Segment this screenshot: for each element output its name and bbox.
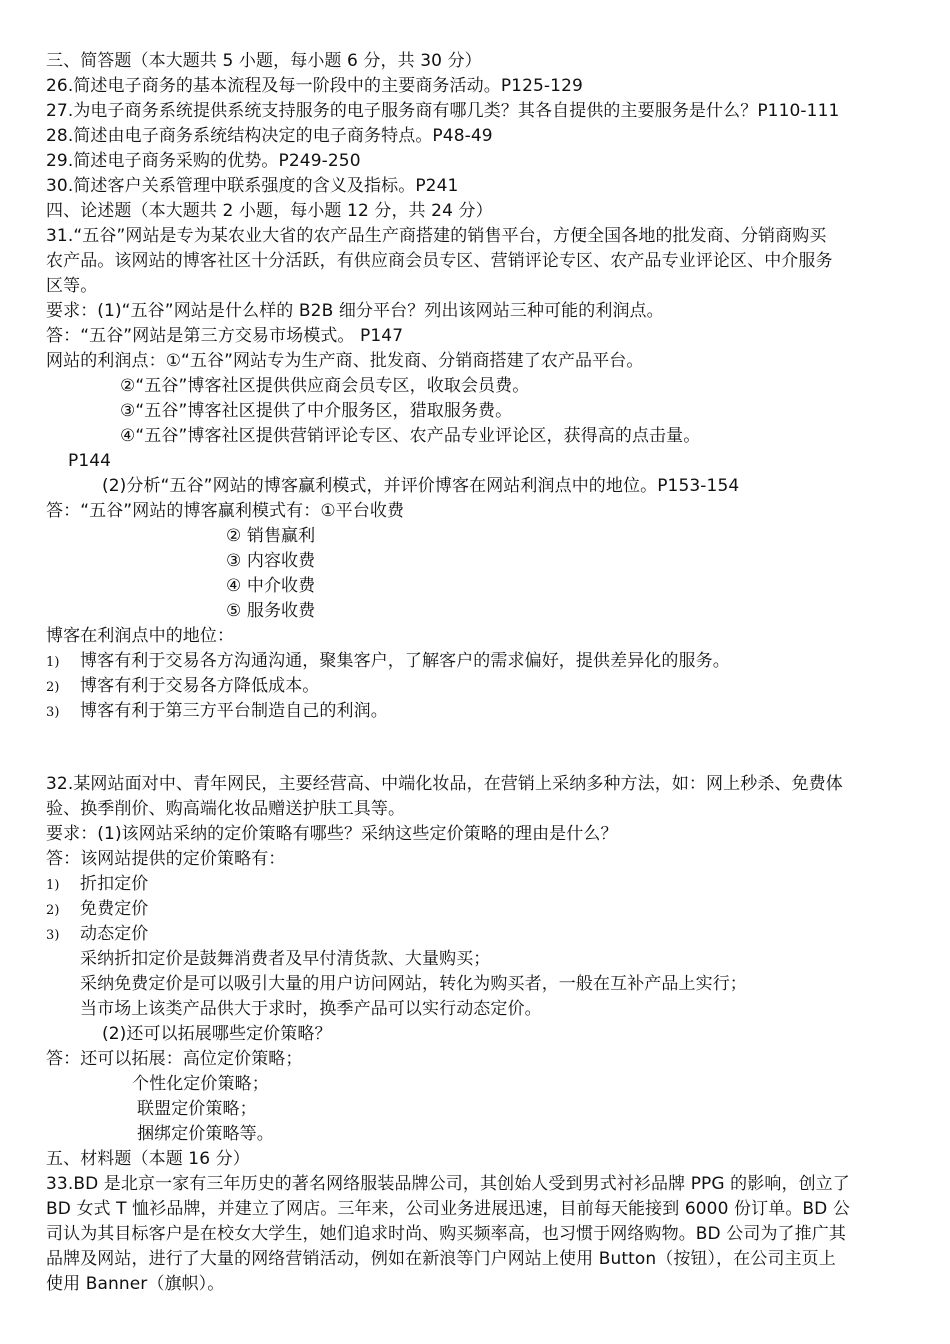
list-number: 2) (46, 680, 60, 695)
doc-line: ② 销售赢利 (226, 526, 316, 546)
doc-line: ③“五谷”博客社区提供了中介服务区，猎取服务费。 (120, 401, 513, 421)
list-number: 2) (46, 903, 60, 918)
doc-line: 答：还可以拓展：高位定价策略； (46, 1049, 303, 1069)
list-text: 博客有利于交易各方沟通沟通，聚集客户，了解客户的需求偏好，提供差异化的服务。 (80, 651, 730, 671)
doc-line: ④“五谷”博客社区提供营销评论专区、农产品专业评论区，获得高的点击量。 (120, 426, 701, 446)
doc-line: 五、材料题（本题 16 分） (46, 1149, 250, 1169)
doc-line: 联盟定价策略； (137, 1099, 257, 1119)
doc-line: 答：该网站提供的定价策略有： (46, 849, 286, 869)
doc-line: 区等。 (46, 276, 98, 296)
doc-line: 要求：(1)“五谷”网站是什么样的 B2B 细分平台？列出该网站三种可能的利润点。 (46, 301, 664, 321)
doc-line: 31.“五谷”网站是专为某农业大省的农产品生产商搭建的销售平台，方便全国各地的批发商、分销商购买 (46, 226, 827, 246)
doc-line: 个性化定价策略； (132, 1074, 269, 1094)
doc-line: (2)分析“五谷”网站的博客赢利模式，并评价博客在网站利润点中的地位。P153-154 (102, 476, 740, 496)
doc-line: 采纳折扣定价是鼓舞消费者及早付清货款、大量购买； (80, 949, 491, 969)
doc-line: 26.简述电子商务的基本流程及每一阶段中的主要商务活动。P125-129 (46, 76, 583, 96)
list-text: 折扣定价 (80, 874, 149, 894)
doc-line: 要求：(1)该网站采纳的定价策略有哪些？采纳这些定价策略的理由是什么？ (46, 824, 618, 844)
doc-line: ②“五谷”博客社区提供供应商会员专区，收取会员费。 (120, 376, 530, 396)
doc-line: 当市场上该类产品供大于求时，换季产品可以实行动态定价。 (80, 999, 542, 1019)
list-item (46, 872, 148, 898)
doc-line: 29.简述电子商务采购的优势。P249-250 (46, 151, 361, 171)
doc-line: 使用 Banner（旗帜）。 (46, 1274, 225, 1294)
list-item (46, 922, 148, 948)
list-text: 博客有利于交易各方降低成本。 (80, 676, 320, 696)
doc-line: 三、简答题（本大题共 5 小题，每小题 6 分，共 30 分） (46, 51, 482, 71)
doc-line: 验、换季削价、购高端化妆品赠送护肤工具等。 (46, 799, 406, 819)
list-text: 博客有利于第三方平台制造自己的利润。 (80, 701, 388, 721)
doc-line: 33.BD 是北京一家有三年历史的著名网络服装品牌公司，其创始人受到男式衬衫品牌 PPG 的影响，创立了 (46, 1174, 850, 1194)
doc-line: 30.简述客户关系管理中联系强度的含义及指标。P241 (46, 176, 459, 196)
doc-line: 博客在利润点中的地位： (46, 626, 235, 646)
doc-line: ③ 内容收费 (226, 551, 316, 571)
list-number: 1) (46, 655, 60, 670)
doc-line: 28.简述由电子商务系统结构决定的电子商务特点。P48-49 (46, 126, 493, 146)
doc-line: 答：“五谷”网站的博客赢利模式有：①平台收费 (46, 501, 405, 521)
doc-line: ④ 中介收费 (226, 576, 316, 596)
doc-line: 品牌及网站，进行了大量的网络营销活动，例如在新浪等门户网站上使用 Button（按钮），在公司主页上 (46, 1249, 836, 1269)
doc-line: 32.某网站面对中、青年网民，主要经营高、中端化妆品，在营销上采纳多种方法，如：网上秒杀、免费体 (46, 774, 843, 794)
list-number: 3) (46, 705, 60, 720)
doc-line: 司认为其目标客户是在校女大学生，她们追求时尚、购买频率高，也习惯于网络购物。BD 公司为了推广其 (46, 1224, 846, 1244)
list-item (46, 674, 319, 700)
list-item (46, 897, 148, 923)
doc-line: BD 女式 T 恤衫品牌，并建立了网店。三年来，公司业务进展迅速，目前每天能接到 6000 份订单。BD 公 (46, 1199, 850, 1219)
list-item (46, 699, 388, 725)
doc-line: 四、论述题（本大题共 2 小题，每小题 12 分，共 24 分） (46, 201, 493, 221)
list-number: 3) (46, 928, 60, 943)
list-item (46, 649, 730, 675)
list-text: 免费定价 (80, 899, 149, 919)
doc-line: (2)还可以拓展哪些定价策略？ (102, 1024, 332, 1044)
doc-line: 捆绑定价策略等。 (137, 1124, 274, 1144)
list-text: 动态定价 (80, 924, 149, 944)
doc-line: ⑤ 服务收费 (226, 601, 316, 621)
doc-line: 网站的利润点：①“五谷”网站专为生产商、批发商、分销商搭建了农产品平台。 (46, 351, 644, 371)
doc-line: 答：“五谷”网站是第三方交易市场模式。 P147 (46, 326, 404, 346)
doc-line: 27.为电子商务系统提供系统支持服务的电子服务商有哪几类？其各自提供的主要服务是什么？P110-111 (46, 101, 840, 121)
doc-line: 采纳免费定价是可以吸引大量的用户访问网站，转化为购买者，一般在互补产品上实行； (80, 974, 747, 994)
list-number: 1) (46, 878, 60, 893)
doc-line: P144 (68, 451, 112, 471)
doc-line: 农产品。该网站的博客社区十分活跃，有供应商会员专区、营销评论专区、农产品专业评论区、中介服务 (46, 251, 833, 271)
